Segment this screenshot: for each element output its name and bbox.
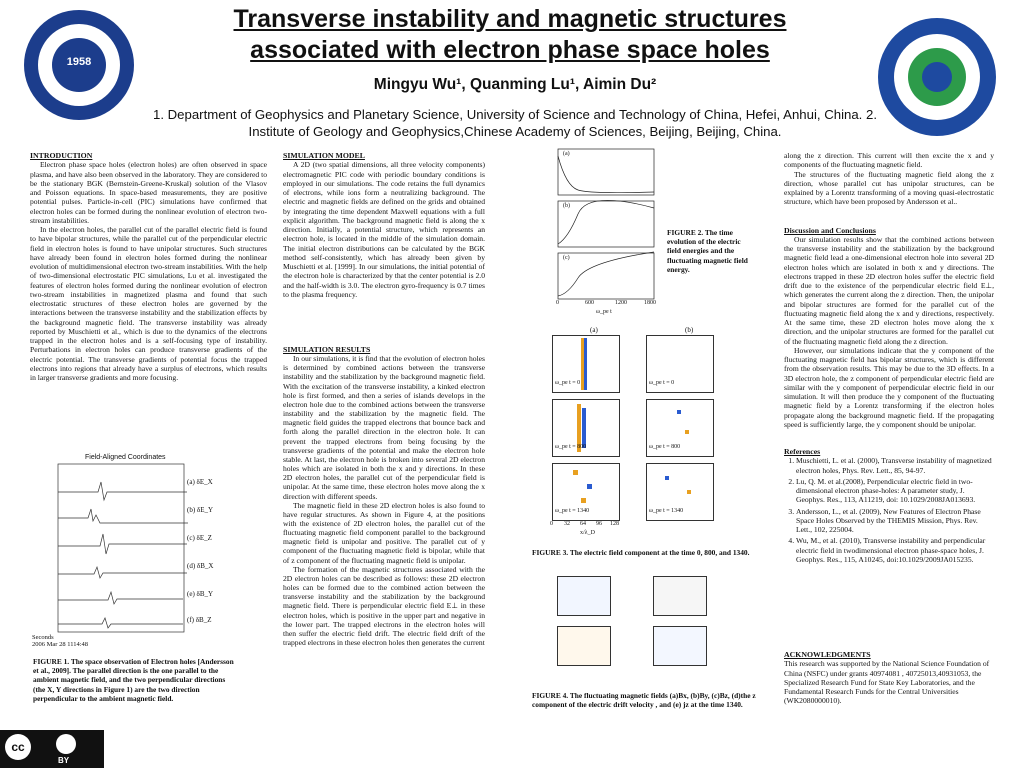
figure-3 <box>530 326 760 544</box>
intro-paragraph-2: In the electron holes, the parallel cut of the parallel electric field is found to have bipolar structures, while the parallel cut of the perpendicular electric field in electron holes is found to have unipolar structures. Such structures have already been found in electron holes formed during the nonlinear evolution of multidimensional electron two-stream instabilities. With the help of two-dimensional electrostatic PIC simulations, Lu et al. investigated the features of electron holes formed during the nonlinear evolution of electron two-stream instabilities in magnetized plasma and found that such electrostatic structures of these electron holes are governed by the interactions between the transverse instability and the stabilization effects by the background magnetic field. The transverse instability was already reported by Muschietti et al., which is due to the dynamics of the electrons trapped in the electron holes and is a self-focusing type of instability. Perturbations in electron holes can produce transverse gradients of the electric potential. The transverse gradients of potential focus the trapped electrons into regions that already have a surplus of electrons, which results in larger transverse gradients and more focusing. <box>30 225 267 382</box>
sim-results-paragraph-1: In our simulations, it is find that the evolution of electron holes is determined by combined actions between the transverse instability and the stabilization by the background magnetic field. With the excitation of the transverse instability, a kinked electron hole is first formed, and then a series of islands develops in the electron hole due to the combined actions between the transverse instability and the stabilization by the magnetic field. The magnetic field guides the trapped electrons that bounce back and forth along the parallel direction in the electron hole. It can prevent the trapped electrons from being focusing by the transverse gradients of the potential and make the electron hole stable. At last, the electron hole is broken into several 2D electron holes which are isolated in both the x and y directions. In these 2D electron holes, the parallel cut of the perpendicular field is unipolar. At the same time, these electron holes move along the x direction with different speeds. <box>283 354 485 501</box>
intro-heading: INTRODUCTION <box>30 151 93 160</box>
figure-2-panel-c: (c) <box>563 255 570 261</box>
figure-3-row-2-label-a: ω_pe t = 800 <box>555 444 587 450</box>
sim-model-heading: SIMULATION MODEL <box>283 151 365 160</box>
figure-2-tick-0: 0 <box>556 300 559 306</box>
figure-3-xtick-2: 64 <box>580 521 586 527</box>
poster-title <box>160 4 860 66</box>
figure-3-col-b: (b) <box>685 326 694 334</box>
right-continuation: along the z direction. This current will then excite the x and y components of the fluctuating magnetic field. <box>784 151 994 170</box>
sim-results-paragraph-3: The formation of the magnetic structures associated with the 2D electron holes can be described as follows: these 2D electron holes can be formed due to the combined action between the transverse instability and the stabilization by the background magnetic field. There is perpendicular electric field E⊥ in these electron holes, which is positive in the upper part and negative in the lower part. The trapped electrons in the electron holes will then suffer the electric field drift. The electric field drift of the trapped electrons in these electron holes then generates the current <box>283 564 485 647</box>
figure-4 <box>535 572 765 684</box>
figure-4-panel-c <box>557 626 611 666</box>
figure-1-label-a: (a) δE_X <box>187 478 213 486</box>
acknowledgments-section <box>784 650 994 706</box>
figure-3-col-a: (a) <box>590 326 598 334</box>
figure-2-panel-b: (b) <box>563 203 570 209</box>
reference-3: 3. Andersson, L., et al. (2009), New Features of Electron Phase Space Holes Observed by the THEMIS Mission, Phys. Rev. Lett., 102, 225004. <box>796 507 994 535</box>
figure-1-label-d: (d) δB_X <box>187 562 214 570</box>
simulation-results-section <box>283 345 485 647</box>
figure-2-tick-3: 1800 <box>644 300 656 306</box>
figure-3-xlabel: x/λ_D <box>580 530 595 536</box>
figure-3-row-3-label-a: ω_pe t = 1340 <box>555 508 590 514</box>
figure-1-title: Field-Aligned Coordinates <box>85 454 166 461</box>
figure-2-xlabel: ω_pe t <box>596 309 612 315</box>
figure-3-panel-b-row-2 <box>646 399 714 457</box>
right-column <box>784 151 994 566</box>
figure-3-panel-a-row-1 <box>552 335 620 393</box>
references-list <box>784 456 994 564</box>
right-paragraph-1: The structures of the fluctuating magnetic field along the z direction, whose parallel cut has unipolar structures, can be explained by a Lorentz transforming of a moving quasi-electrostatic structure, which have been proposed by Andersson et al.. <box>784 169 994 207</box>
cc-icon: cc <box>5 734 31 760</box>
figure-3-xtick-1: 32 <box>564 521 570 527</box>
figure-3-panel-a-row-3 <box>552 463 620 521</box>
acknowledgments-heading: ACKNOWLEDGMENTS <box>784 650 871 659</box>
figure-4-panel-b <box>653 576 707 616</box>
figure-2 <box>530 146 660 318</box>
logo-year: 1958 <box>66 56 92 68</box>
figure-4-panel-d <box>653 626 707 666</box>
authors: Mingyu Wu¹, Quanming Lu¹, Aimin Du² <box>373 76 657 93</box>
figure-1-label-f: (f) δB_Z <box>187 616 212 624</box>
figure-3-row-3-label-b: ω_pe t = 1340 <box>649 508 684 514</box>
figure-2-panel-a: (a) <box>563 151 570 157</box>
introduction-section <box>30 151 267 382</box>
figure-1-caption: FIGURE 1. The space observation of Electron holes [Andersson et al., 2009]. The parallel direction is the one parallel to the ambient magnetic field, and the two perpendicular directions (the X, Y directions in Figure 1) are the two direction perpendicular to the ambient magnetic field. <box>33 657 234 703</box>
figure-3-panel-a-row-2 <box>552 399 620 457</box>
figure-3-panel-b-row-1 <box>646 335 714 393</box>
simulation-model-section <box>283 151 485 299</box>
figure-1-label-b: (b) δE_Y <box>187 506 214 514</box>
discussion-paragraph-2: However, our simulations indicate that the y component of the fluctuating magnetic field has bipolar structures, which is different from the observation results. This may be due to the 3D effects. In a 3D electron hole, the z component of perpendicular electric field are similar with the y component of perpendicular electric field in our simulation. It will then produce the y component of the fluctuating magnetic field by a Lorentz transforming if the electron holes propagate along the background magnetic field. If the propagating speed is sufficiently large, the y component should be unipolar. <box>784 345 994 429</box>
figure-3-row-2-label-b: ω_pe t = 800 <box>649 444 681 450</box>
figure-2-plots <box>530 146 660 318</box>
figure-1-label-e: (e) δB_Y <box>187 590 214 598</box>
figure-3-caption: FIGURE 3. The electric field component at the time 0, 800, and 1340. <box>532 548 750 557</box>
sim-results-heading: SIMULATION RESULTS <box>283 345 371 354</box>
discussion-heading: Discussion and Conclusions <box>784 225 876 235</box>
reference-4: 4. Wu, M., et al. (2010), Transverse instability and perpendicular electric field in twodimensional electron phase-space holes, J. Geophys. Res., 115, A10245, doi:10.1029/2009JA015235. <box>796 536 994 564</box>
figure-1 <box>30 452 220 650</box>
figure-1-label-c: (c) δE_Z <box>187 534 212 542</box>
figure-3-xtick-3: 96 <box>596 521 602 527</box>
intro-paragraph-1: Electron phase space holes (electron holes) are often observed in space plasma, and have also been observed in the laboratory. They are considered to be the stationary BGK (Bernstein-Greene-Kruskal) solution of the Vlasov and Poisson equations. In space-based measurements, they are positive potential pulses. Particle-in-cell (PIC) simulations have confirmed that electron holes can be formed during the nonlinear evolution of electron two-stream instabilities. <box>30 160 267 225</box>
sim-model-paragraph: A 2D (two spatial dimensions, all three velocity components) electromagnetic PIC code with periodic boundary conditions is employed in our simulations. The code retains the full dynamics of electrons, while ions form a neutralizing background. The electric and magnetic fields are defined on the grids and obtained by integrating the time dependent Maxwell equations with a full explicit algorithm. The background magnetic field is along the x direction. Initially, a potential structure, which represents an electron hole, is located in the middle of the simulation domain. The initial electron distributions can be calculated by the BGK method self-consistently, which has already been given by Muschietti et al. [1999]. In our simulations, the initial potential of the electron hole is characterized by that the center potential is 2.0 and the half-width is 3.0. The electron gyro-frequency is 0.7 times to the plasma frequency. <box>283 160 485 299</box>
figure-3-row-1-label-a: ω_pe t = 0 <box>555 380 581 386</box>
figure-2-tick-1: 600 <box>585 300 594 306</box>
figure-3-panel-b-row-3 <box>646 463 714 521</box>
affiliation: 1. Department of Geophysics and Planetary Science, University of Science and Technology of China, Hefei, Anhui, China. 2. Institute of Geology and Geophysics,Chinese Academy of Sciences, Beijing, Beijing, China. <box>152 107 877 139</box>
figure-2-caption: FIGURE 2. The time evolution of the electric field energies and the fluctuating magnetic field energy. <box>667 228 748 274</box>
title-line-2: associated with electron phase space holes <box>250 36 770 64</box>
reference-1: 1. Muschietti, L. et al. (2000), Transverse instability of magnetized electron holes, Phys. Rev. Lett., 85, 94-97. <box>796 456 994 475</box>
figure-1-footer-2: 2006 Mar 28 1114:48 <box>32 641 89 648</box>
reference-2: 2. Lu, Q. M. et al.(2008), Perpendicular electric field in two-dimensional electron phase-holes: A parameter study, J. Geophys. Res., 113, A11219, doi: 10.1029/2008JA013693. <box>796 477 994 505</box>
figure-3-xtick-4: 128 <box>610 521 619 527</box>
cc-by-license-badge[interactable] <box>0 730 104 768</box>
figure-4-caption: FIGURE 4. The fluctuating magnetic fields (a)Bx, (b)By, (c)Bz, (d)the z component of the electric drift velocity , and (e) jz at the time 1340. <box>532 691 756 710</box>
acknowledgments-text: This research was supported by the National Science Foundation of China (NSFC) under grants 40974081 , 40725013,40931053, the Specialized Research Fund for State Key Laboratories, and the Fundamental Research Funds for the Central Universities (WK2080000010). <box>784 659 990 706</box>
discussion-paragraph-1: Our simulation results show that the combined actions between the transverse instability and the stabilization by the background magnetic field lead a one-dimensional electron hole into several 2D electron holes which are isolated in both x and y directions. The electrons trapped in these 2D electron holes suffer the electric field drift due to the existence of the perpendicular electric field E⊥, which generates the current along the z direction. Then, the unipolar and bipolar structures are formed for the parallel cut of the fluctuating magnetic field along the x and y directions, respectively. At the same time, these 2D electron holes move along the x direction, and the unipolar structures are formed for the parallel cut of the fluctuating magnetic field along the z direction. <box>784 234 994 346</box>
igg-cas-logo <box>878 18 996 136</box>
title-line-1: Transverse instability and magnetic structures <box>233 5 787 33</box>
figure-1-footer-1: Seconds <box>32 634 54 641</box>
figure-3-row-1-label-b: ω_pe t = 0 <box>649 380 675 386</box>
figure-4-panel-a <box>557 576 611 616</box>
figure-3-xtick-0: 0 <box>550 521 553 527</box>
sim-results-paragraph-2: The magnetic field in these 2D electron holes is also found to have regular structures. As shown in Figure 4, at the positions with the existence of 2D electron holes, the parallel cut of the fluctuating magnetic field component parallel to the background magnetic field is unipolar and positive. The parallel cut of y component of the fluctuating magnetic field is bipolar, while that of z component of the fluctuating magnetic field is unipolar. <box>283 500 485 565</box>
references-heading: References <box>784 447 821 456</box>
ustc-logo <box>24 10 134 120</box>
by-person-icon <box>56 734 76 754</box>
license-label: BY <box>58 756 70 765</box>
figure-2-tick-2: 1200 <box>615 300 627 306</box>
